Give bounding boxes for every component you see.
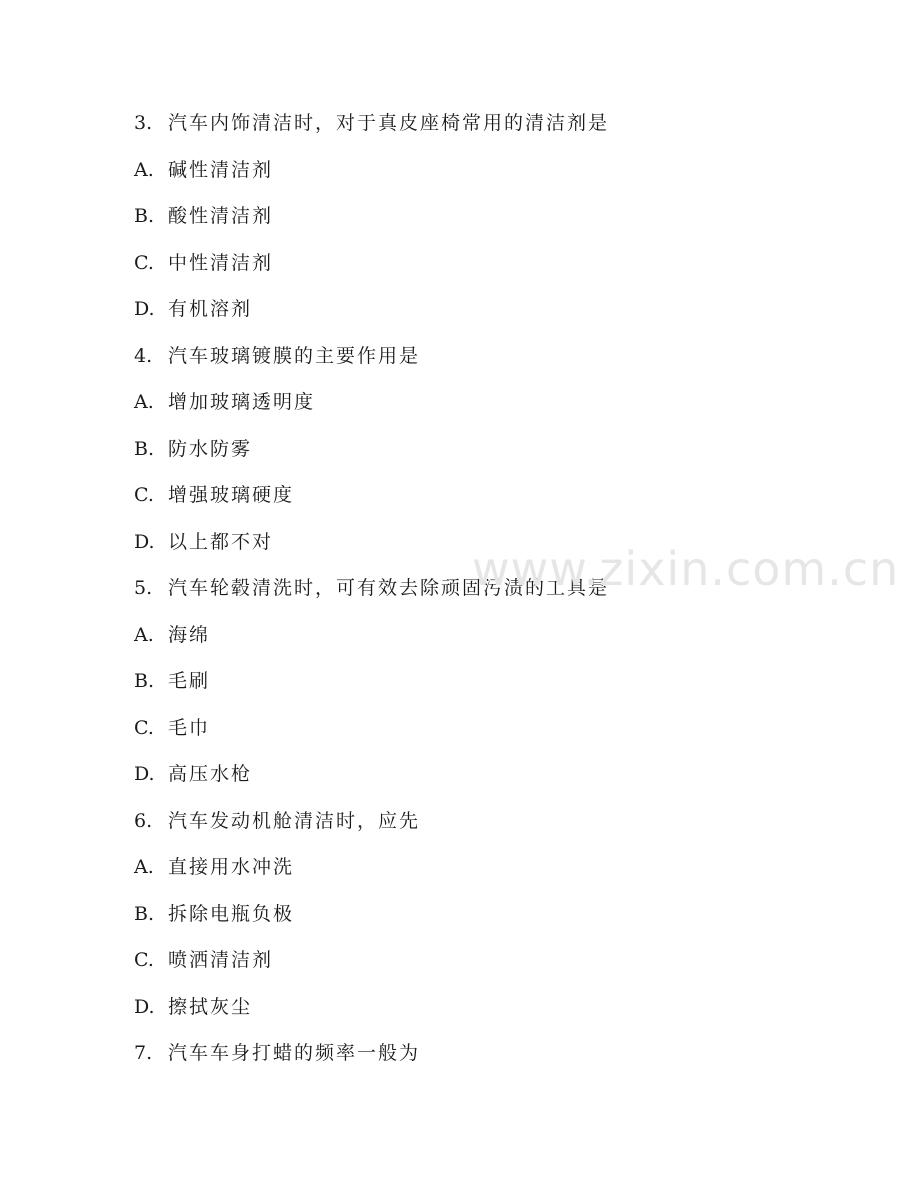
option-c	[134, 709, 834, 756]
option-a	[134, 151, 834, 198]
option-text: 增强玻璃硬度	[168, 484, 295, 506]
option-label: D.	[134, 995, 155, 1018]
option-label: C.	[134, 716, 154, 739]
option-label: B.	[134, 205, 155, 227]
option-b	[134, 430, 834, 477]
option-d	[134, 523, 834, 570]
option-text: 喷洒清洁剂	[168, 949, 274, 971]
option-text: 以上都不对	[168, 530, 274, 553]
question-list	[134, 104, 834, 1081]
option-text: 防水防雾	[168, 437, 253, 460]
question-text: 汽车玻璃镀膜的主要作用是	[168, 344, 421, 367]
option-label: D.	[134, 763, 155, 785]
question-6	[134, 802, 834, 849]
question-text: 汽车车身打蜡的频率一般为	[168, 1042, 421, 1064]
option-text: 增加玻璃透明度	[168, 391, 316, 413]
question-text: 汽车发动机舱清洁时，应先	[168, 809, 421, 832]
option-text: 酸性清洁剂	[168, 205, 274, 227]
option-label: A.	[134, 623, 154, 646]
option-label: D.	[134, 298, 155, 320]
watermark-text: www.zixin.com.cn	[472, 542, 900, 596]
question-7	[134, 1034, 834, 1081]
option-text: 拆除电瓶负极	[168, 902, 295, 925]
option-label: A.	[134, 856, 154, 878]
option-a	[134, 383, 834, 430]
option-text: 毛刷	[168, 670, 211, 692]
option-text: 碱性清洁剂	[168, 158, 274, 181]
option-label: C.	[134, 949, 154, 971]
question-number: 7.	[134, 1042, 153, 1064]
option-b	[134, 662, 834, 709]
question-text: 汽车轮毂清洗时，可有效去除顽固污渍的工具是	[168, 577, 610, 599]
option-text: 直接用水冲洗	[168, 856, 295, 878]
question-number: 5.	[134, 577, 153, 599]
question-5	[134, 569, 834, 616]
option-d	[134, 290, 834, 337]
option-text: 海绵	[168, 623, 211, 646]
option-label: B.	[134, 902, 155, 925]
question-4	[134, 337, 834, 384]
option-label: C.	[134, 484, 154, 506]
option-text: 中性清洁剂	[168, 251, 274, 274]
question-number: 3.	[134, 112, 153, 134]
option-label: A.	[134, 391, 154, 413]
option-text: 有机溶剂	[168, 298, 253, 320]
option-text: 高压水枪	[168, 763, 253, 785]
option-b	[134, 197, 834, 244]
option-label: B.	[134, 437, 155, 460]
option-label: B.	[134, 670, 155, 692]
option-d	[134, 988, 834, 1035]
option-b	[134, 895, 834, 942]
question-3	[134, 104, 834, 151]
option-a	[134, 616, 834, 663]
question-text: 汽车内饰清洁时，对于真皮座椅常用的清洁剂是	[168, 112, 610, 134]
option-a	[134, 848, 834, 895]
option-c	[134, 476, 834, 523]
question-number: 4.	[134, 344, 153, 367]
option-c	[134, 244, 834, 291]
option-c	[134, 941, 834, 988]
option-text: 毛巾	[168, 716, 211, 739]
option-label: D.	[134, 530, 155, 553]
option-label: C.	[134, 251, 154, 274]
option-label: A.	[134, 158, 154, 181]
option-d	[134, 755, 834, 802]
option-text: 擦拭灰尘	[168, 995, 253, 1018]
question-number: 6.	[134, 809, 153, 832]
